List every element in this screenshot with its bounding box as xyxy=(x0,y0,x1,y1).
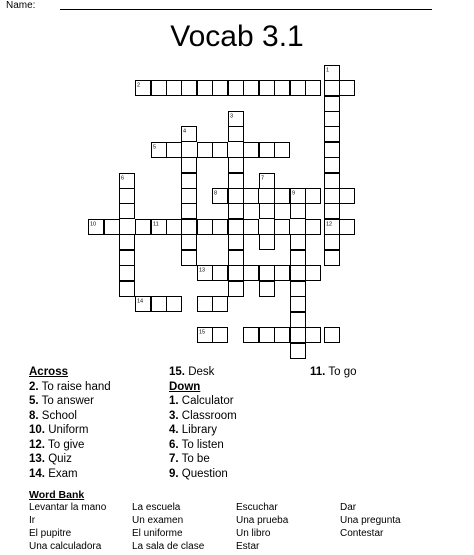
clue-number: 9 xyxy=(292,190,296,197)
crossword-cell[interactable] xyxy=(325,189,340,204)
crossword-cell[interactable] xyxy=(325,127,340,142)
across-clue: 5. To answer xyxy=(29,395,94,407)
crossword-cell[interactable] xyxy=(325,328,340,343)
across-clue: 14. Exam xyxy=(29,467,78,480)
across-clues xyxy=(29,365,111,481)
crossword-cell[interactable] xyxy=(198,297,213,312)
down-clues xyxy=(169,365,237,481)
across-clue: 8. School xyxy=(29,409,77,422)
crossword-cell[interactable] xyxy=(120,282,135,297)
crossword-cell[interactable] xyxy=(182,251,197,266)
crossword-cell[interactable] xyxy=(244,143,259,158)
crossword-cell[interactable] xyxy=(198,81,213,96)
page-title: Vocab 3.1 xyxy=(170,20,304,53)
crossword-cell[interactable] xyxy=(167,297,182,312)
crossword-cell[interactable] xyxy=(340,81,355,96)
down-clue: 1. Calculator xyxy=(169,395,234,407)
crossword-cell[interactable] xyxy=(198,220,213,235)
down-clue: 4. Library xyxy=(169,424,217,436)
clue-number: 4 xyxy=(183,128,187,135)
down-heading: Down xyxy=(169,380,201,393)
crossword-cell[interactable] xyxy=(275,220,290,235)
crossword-cell[interactable] xyxy=(275,143,290,158)
word-bank-item: El pupitre xyxy=(29,528,72,539)
crossword-cell[interactable] xyxy=(325,143,340,158)
crossword-cell[interactable] xyxy=(182,220,197,235)
crossword-cell[interactable] xyxy=(325,112,340,127)
word-bank-item: Ir xyxy=(29,515,36,526)
name-label: Name: xyxy=(6,0,36,11)
crossword-cell[interactable] xyxy=(260,235,275,250)
crossword-cell[interactable] xyxy=(260,81,275,96)
across-clue: 15. Desk xyxy=(169,366,215,378)
crossword-cell[interactable] xyxy=(229,174,244,189)
clue-number: 8 xyxy=(214,190,218,197)
clue-number: 3 xyxy=(230,113,234,120)
crossword-cell[interactable] xyxy=(260,143,275,158)
crossword-cell[interactable] xyxy=(260,328,275,343)
crossword-cell[interactable] xyxy=(325,251,340,266)
across-clue: 10. Uniform xyxy=(29,424,89,436)
across-clue: 13. Quiz xyxy=(29,453,72,465)
crossword-cell[interactable] xyxy=(229,282,244,297)
crossword-cell[interactable] xyxy=(244,328,259,343)
word-bank-item: Un libro xyxy=(236,528,271,539)
crossword-cell[interactable] xyxy=(120,235,135,250)
clue-number: 7 xyxy=(261,175,265,182)
crossword-cell[interactable] xyxy=(213,143,228,158)
down-clue: 9. Question xyxy=(169,467,228,480)
down-clue: 3. Classroom xyxy=(169,409,237,422)
word-bank-item: Un examen xyxy=(132,515,184,526)
clue-number: 6 xyxy=(121,175,125,182)
crossword-cell[interactable] xyxy=(120,266,135,281)
crossword-cell[interactable] xyxy=(213,328,228,343)
crossword-cell[interactable] xyxy=(291,282,306,297)
crossword-cell[interactable] xyxy=(182,189,197,204)
crossword-cell[interactable] xyxy=(244,81,259,96)
crossword-cell[interactable] xyxy=(182,158,197,173)
crossword-cell[interactable] xyxy=(167,81,182,96)
clue-number: 15 xyxy=(199,329,206,336)
crossword-cell[interactable] xyxy=(167,143,182,158)
word-bank-item: Escuchar xyxy=(236,502,278,513)
crossword-cell[interactable] xyxy=(291,266,306,281)
crossword-cell[interactable] xyxy=(105,220,120,235)
down-clue: 11. To go xyxy=(310,366,357,378)
crossword-cell[interactable] xyxy=(306,266,321,281)
crossword-cell[interactable] xyxy=(244,220,259,235)
crossword-cell[interactable] xyxy=(306,189,321,204)
crossword-cell[interactable] xyxy=(325,158,340,173)
crossword-cell[interactable] xyxy=(229,204,244,219)
down-clue: 7. To be xyxy=(169,453,210,465)
crossword-cell[interactable] xyxy=(229,266,244,281)
crossword-cell[interactable] xyxy=(291,251,306,266)
crossword-cell[interactable] xyxy=(136,220,151,235)
down-clue: 6. To listen xyxy=(169,438,224,451)
word-bank-item: Una calculadora xyxy=(29,541,102,552)
clue-number: 10 xyxy=(90,221,97,228)
word-bank-item: El uniforme xyxy=(132,528,183,539)
across-clue: 12. To give xyxy=(29,438,85,451)
crossword-cell[interactable] xyxy=(229,251,244,266)
clue-number: 14 xyxy=(137,298,144,305)
crossword-cell[interactable] xyxy=(325,174,340,189)
crossword-cell[interactable] xyxy=(244,189,259,204)
crossword-cell[interactable] xyxy=(325,204,340,219)
word-bank-title: Word Bank xyxy=(29,489,85,501)
word-bank-item: Una pregunta xyxy=(340,515,401,526)
crossword-cell[interactable] xyxy=(291,313,306,328)
crossword-cell[interactable] xyxy=(306,328,321,343)
word-bank-item: La sala de clase xyxy=(132,541,205,552)
crossword-cell[interactable] xyxy=(260,204,275,219)
clue-number: 2 xyxy=(137,82,141,89)
clue-number: 11 xyxy=(153,221,159,228)
crossword-cell[interactable] xyxy=(213,266,228,281)
crossword-cell[interactable] xyxy=(229,81,244,96)
word-bank-item: Estar xyxy=(236,541,260,552)
crossword-cell[interactable] xyxy=(182,81,197,96)
word-bank-item: La escuela xyxy=(132,502,181,513)
crossword-cell[interactable] xyxy=(340,220,355,235)
crossword-cell[interactable] xyxy=(229,220,244,235)
clue-number: 1 xyxy=(326,67,330,74)
crossword-cell[interactable] xyxy=(229,189,244,204)
word-bank-item: Una prueba xyxy=(236,515,289,526)
down-clues-continued xyxy=(310,365,356,380)
crossword-cell[interactable] xyxy=(229,127,244,142)
crossword-cell[interactable] xyxy=(291,81,306,96)
crossword-cell[interactable] xyxy=(291,204,306,219)
clue-number: 12 xyxy=(326,221,333,228)
crossword-cell[interactable] xyxy=(275,328,290,343)
across-clue: 2. To raise hand xyxy=(29,380,111,393)
crossword-cell[interactable] xyxy=(275,189,290,204)
crossword-cell[interactable] xyxy=(291,235,306,250)
crossword-cell[interactable] xyxy=(167,220,182,235)
crossword-cell[interactable] xyxy=(120,204,135,219)
crossword-cell[interactable] xyxy=(229,235,244,250)
crossword-cell[interactable] xyxy=(244,266,259,281)
crossword-cell[interactable] xyxy=(152,297,167,312)
crossword-cell[interactable] xyxy=(260,282,275,297)
crossword-cell[interactable] xyxy=(340,189,355,204)
crossword-cell[interactable] xyxy=(213,220,228,235)
crossword-cell[interactable] xyxy=(229,158,244,173)
crossword-cell[interactable] xyxy=(120,251,135,266)
crossword-cell[interactable] xyxy=(325,235,340,250)
crossword-cell[interactable] xyxy=(306,81,321,96)
crossword-cell[interactable] xyxy=(291,344,306,359)
word-bank-item: Levantar la mano xyxy=(29,502,107,513)
crossword-cell[interactable] xyxy=(182,174,197,189)
clue-number: 5 xyxy=(153,144,157,151)
crossword-cell[interactable] xyxy=(120,189,135,204)
crossword-cell[interactable] xyxy=(182,204,197,219)
crossword-cell[interactable] xyxy=(325,81,340,96)
crossword-cell[interactable] xyxy=(182,235,197,250)
crossword-cell[interactable] xyxy=(291,328,306,343)
crossword-cell[interactable] xyxy=(325,97,340,112)
word-bank-item: Dar xyxy=(340,502,357,513)
crossword-cell[interactable] xyxy=(213,81,228,96)
crossword-cell[interactable] xyxy=(213,297,228,312)
crossword-cell[interactable] xyxy=(291,297,306,312)
crossword-cell[interactable] xyxy=(152,81,167,96)
across-heading: Across xyxy=(29,366,68,378)
word-bank-item: Contestar xyxy=(340,528,384,539)
crossword-cell[interactable] xyxy=(275,266,290,281)
crossword-cell[interactable] xyxy=(306,220,321,235)
crossword-cell[interactable] xyxy=(275,81,290,96)
clue-number: 13 xyxy=(199,267,206,274)
crossword-cell[interactable] xyxy=(198,143,213,158)
crossword-cell[interactable] xyxy=(260,266,275,281)
